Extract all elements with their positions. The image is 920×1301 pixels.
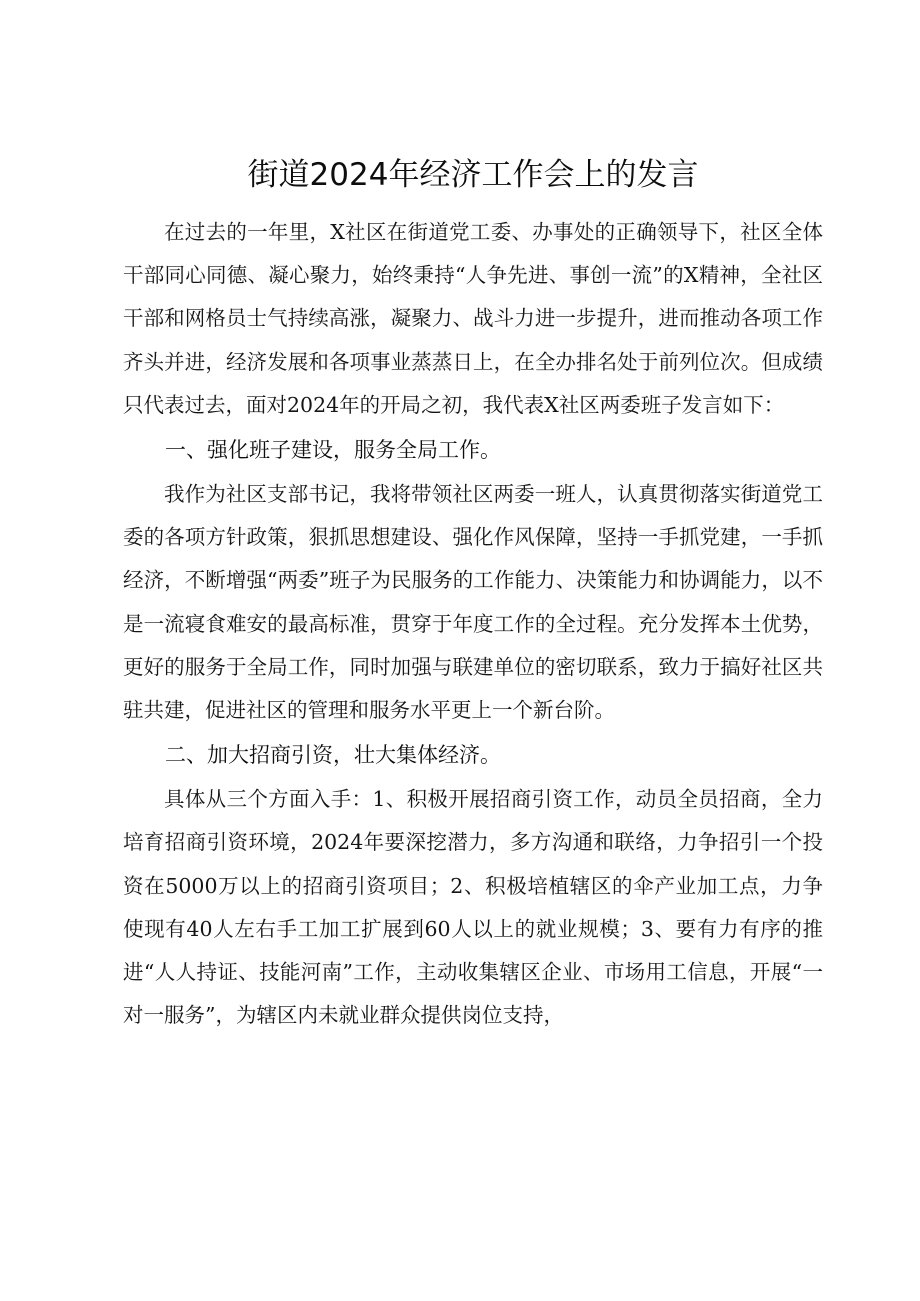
document-body: [123, 155, 823, 1037]
section-1-paragraph: 我作为社区支部书记，我将带领社区两委一班人，认真贯彻落实街道党工委的各项方针政策，狠抓思想建设、强化作风保障，坚持一手抓党建，一手抓经济，不断增强“两委”班子为民服务的工作能力、决策能力和协调能力，以不是一流寝食难安的最高标准，贯穿于年度工作的全过程。充分发挥本土优势，更好的服务于全局工作，同时加强与联建单位的密切联系，致力于搞好社区共驻共建，促进社区的管理和服务水平更上一个新台阶。: [123, 482, 823, 723]
section-2-paragraph: 具体从三个方面入手：1、积极开展招商引资工作，动员全员招商，全力培育招商引资环境，2024年要深挖潜力，多方沟通和联络，力争招引一个投资在5000万以上的招商引资项目；2、积极培植辖区的伞产业加工点，力争使现有40人左右手工加工扩展到60人以上的就业规模；3、要有力有序的推进“人人持证、技能河南”工作，主动收集辖区企业、市场用工信息，开展“一对一服务”，为辖区内未就业群众提供岗位支持，: [123, 787, 823, 1028]
section-2-heading: 二、加大招商引资，壮大集体经济。: [165, 743, 501, 768]
document-title: 街道2024年经济工作会上的发言: [247, 157, 699, 193]
section-1-heading: 一、强化班子建设，服务全局工作。: [165, 438, 501, 463]
intro-paragraph: 在过去的一年里，X社区在街道党工委、办事处的正确领导下，社区全体干部同心同德、凝心聚力，始终秉持“人争先进、事创一流”的X精神，全社区干部和网格员士气持续高涨，凝聚力、战斗力进一步提升，进而推动各项工作齐头并进，经济发展和各项事业蒸蒸日上，在全办排名处于前列位次。但成绩只代表过去，面对2024年的开局之初，我代表X社区两委班子发言如下：: [123, 220, 823, 417]
